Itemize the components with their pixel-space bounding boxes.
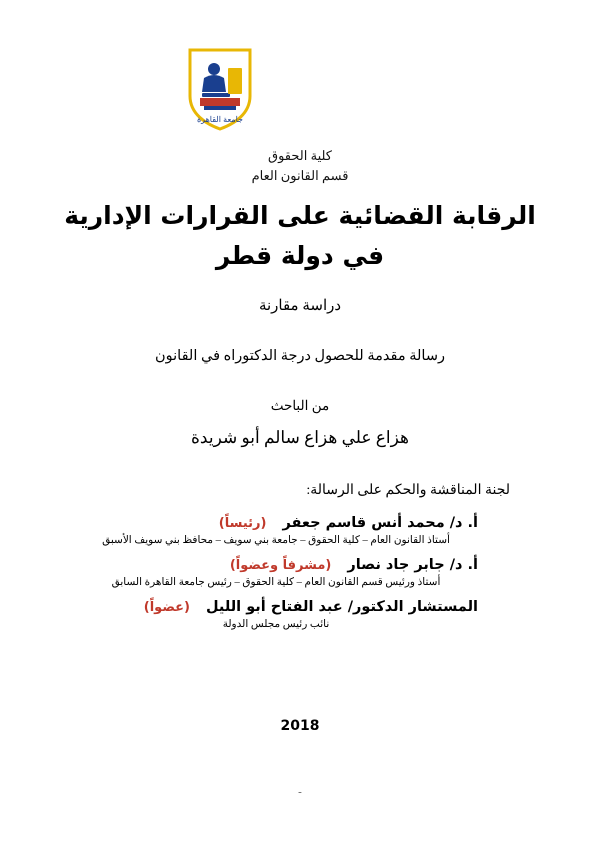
researcher-label: من الباحث (270, 398, 330, 413)
committee-member-name: المستشار الدكتور/ عبد الفتاح أبو الليل (205, 599, 478, 615)
committee-heading: لجنة المناقشة والحكم على الرسالة: (306, 483, 510, 498)
footer-page-mark: - (298, 786, 302, 798)
committee-member-role: (عضواً) (143, 600, 190, 615)
committee-member-role: (مشرفاً وعضواً) (229, 558, 332, 573)
committee-member-name: أ. د/ جابر جاد نصار (347, 557, 478, 573)
committee-member-role: (رئيساً) (218, 516, 267, 531)
committee-member-affiliation: أستاذ ورئيس قسم القانون العام – كلية الحقوق – رئيس جامعة القاهرة السابق (111, 577, 441, 588)
researcher-name: هزاع علي هزاع سالم أبو شريدة (191, 428, 409, 447)
svg-text:جامعة القاهرة: جامعة القاهرة (196, 115, 244, 124)
committee-section (0, 482, 600, 641)
study-type: دراسة مقارنة (258, 298, 342, 314)
thesis-statement: رسالة مقدمة للحصول درجة الدكتوراه في القانون (155, 348, 445, 364)
publication-year: 2018 (280, 718, 320, 734)
committee-member (60, 599, 532, 630)
committee-member-affiliation: أستاذ القانون العام – كلية الحقوق – جامعة بني سويف – محافظ بني سويف الأسبق (102, 535, 450, 546)
department-name: قسم القانون العام (251, 168, 349, 184)
committee-member-name: أ. د/ محمد أنس قاسم جعفر (282, 515, 478, 531)
page-title (0, 196, 600, 276)
logo-container (0, 46, 600, 132)
committee-member-affiliation: نائب رئيس مجلس الدولة (222, 619, 330, 630)
committee-member (60, 557, 532, 588)
title-line-2: في دولة قطر (215, 241, 385, 270)
title-line-1: الرقابة القضائية على القرارات الإدارية (64, 201, 536, 230)
cairo-university-emblem-icon (184, 46, 256, 132)
faculty-name: كلية الحقوق (268, 148, 332, 163)
faculty-block (0, 146, 600, 186)
committee-member (60, 515, 532, 546)
